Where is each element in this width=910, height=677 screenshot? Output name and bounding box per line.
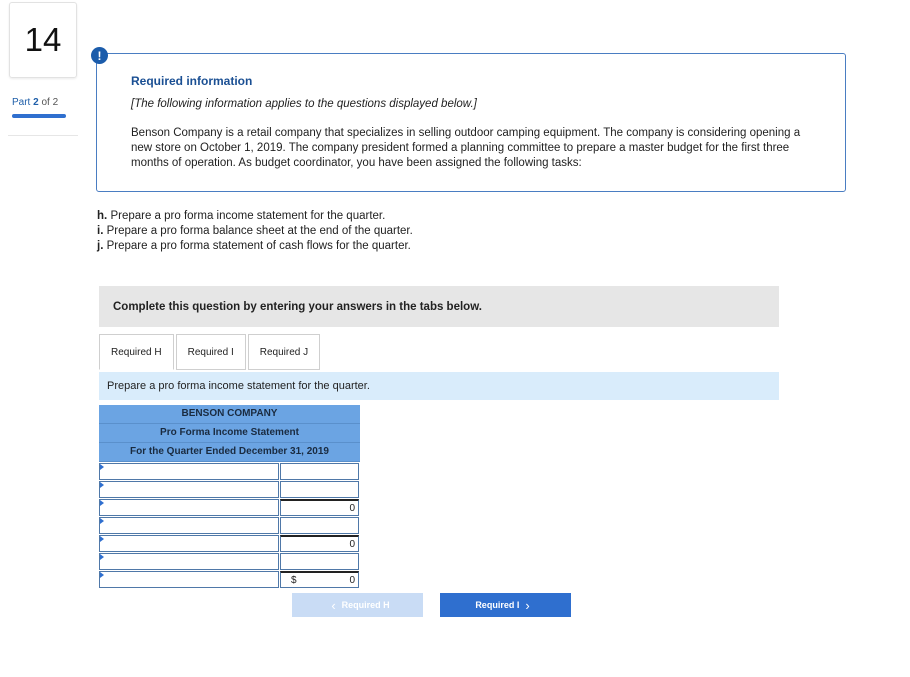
- part-label: Part: [12, 97, 31, 108]
- account-select[interactable]: [99, 553, 279, 570]
- tab-required-j[interactable]: Required J: [248, 334, 320, 370]
- table-row: [99, 481, 360, 498]
- account-select[interactable]: [99, 499, 279, 516]
- amount-input[interactable]: [280, 481, 359, 498]
- table-row: [99, 463, 360, 480]
- tab-required-i[interactable]: Required I: [176, 334, 246, 370]
- dropdown-marker-icon: [100, 572, 104, 578]
- left-divider: [8, 135, 78, 136]
- dropdown-marker-icon: [100, 518, 104, 524]
- dropdown-marker-icon: [100, 500, 104, 506]
- table-row: [99, 535, 360, 552]
- account-select[interactable]: [99, 481, 279, 498]
- part-indicator: [12, 97, 58, 108]
- statement-company: BENSON COMPANY: [99, 405, 360, 424]
- chevron-left-icon: ‹: [331, 597, 336, 613]
- info-subtitle: [The following information applies to the questions displayed below.]: [131, 98, 477, 110]
- required-information-box: [96, 53, 846, 192]
- statement-title: Pro Forma Income Statement: [99, 424, 360, 443]
- net-income-amount: 0: [349, 575, 355, 586]
- task-item: h. Prepare a pro forma income statement for the quarter.: [97, 210, 386, 222]
- subtotal-value: 0: [280, 535, 359, 552]
- task-item: j. Prepare a pro forma statement of cash flows for the quarter.: [97, 240, 411, 252]
- subtotal-value: 0: [280, 499, 359, 516]
- table-row: [99, 517, 360, 534]
- account-select[interactable]: [99, 571, 279, 588]
- question-number: 14: [9, 2, 77, 78]
- income-statement-table: [99, 405, 360, 589]
- chevron-right-icon: ›: [525, 597, 530, 613]
- table-row: [99, 571, 360, 588]
- next-tab-button[interactable]: [440, 593, 571, 617]
- amount-input[interactable]: [280, 517, 359, 534]
- info-paragraph: Benson Company is a retail company that specializes in selling outdoor camping equipment. The company is considering opening a new store on October 1, 2019. The company president formed a planning committee to prepare a master budget for the first three months of operation. As budget coordinator, you have been assigned the following tasks:: [131, 127, 801, 169]
- part-of: of 2: [41, 97, 59, 108]
- account-select[interactable]: [99, 463, 279, 480]
- account-select[interactable]: [99, 535, 279, 552]
- table-row: [99, 553, 360, 570]
- statement-period: For the Quarter Ended December 31, 2019: [99, 443, 360, 462]
- next-tab-label: Required I: [475, 600, 520, 610]
- dropdown-marker-icon: [100, 464, 104, 470]
- net-income-value: [280, 571, 359, 588]
- tab-bar: [99, 334, 322, 370]
- task-list: [97, 209, 413, 254]
- instructions-banner: Complete this question by entering your answers in the tabs below.: [99, 286, 779, 327]
- dropdown-marker-icon: [100, 554, 104, 560]
- task-item: i. Prepare a pro forma balance sheet at the end of the quarter.: [97, 225, 413, 237]
- tab-prompt: Prepare a pro forma income statement for the quarter.: [99, 372, 779, 400]
- part-progress-bar: [12, 114, 66, 118]
- account-select[interactable]: [99, 517, 279, 534]
- currency-symbol: $: [291, 575, 297, 586]
- amount-input[interactable]: [280, 553, 359, 570]
- info-title: Required information: [131, 74, 253, 88]
- prev-tab-button[interactable]: [292, 593, 423, 617]
- table-row: [99, 499, 360, 516]
- alert-icon: !: [91, 47, 108, 64]
- dropdown-marker-icon: [100, 482, 104, 488]
- prev-tab-label: Required H: [341, 600, 390, 610]
- part-current: 2: [33, 97, 39, 108]
- amount-input[interactable]: [280, 463, 359, 480]
- dropdown-marker-icon: [100, 536, 104, 542]
- tab-required-h[interactable]: Required H: [99, 334, 174, 370]
